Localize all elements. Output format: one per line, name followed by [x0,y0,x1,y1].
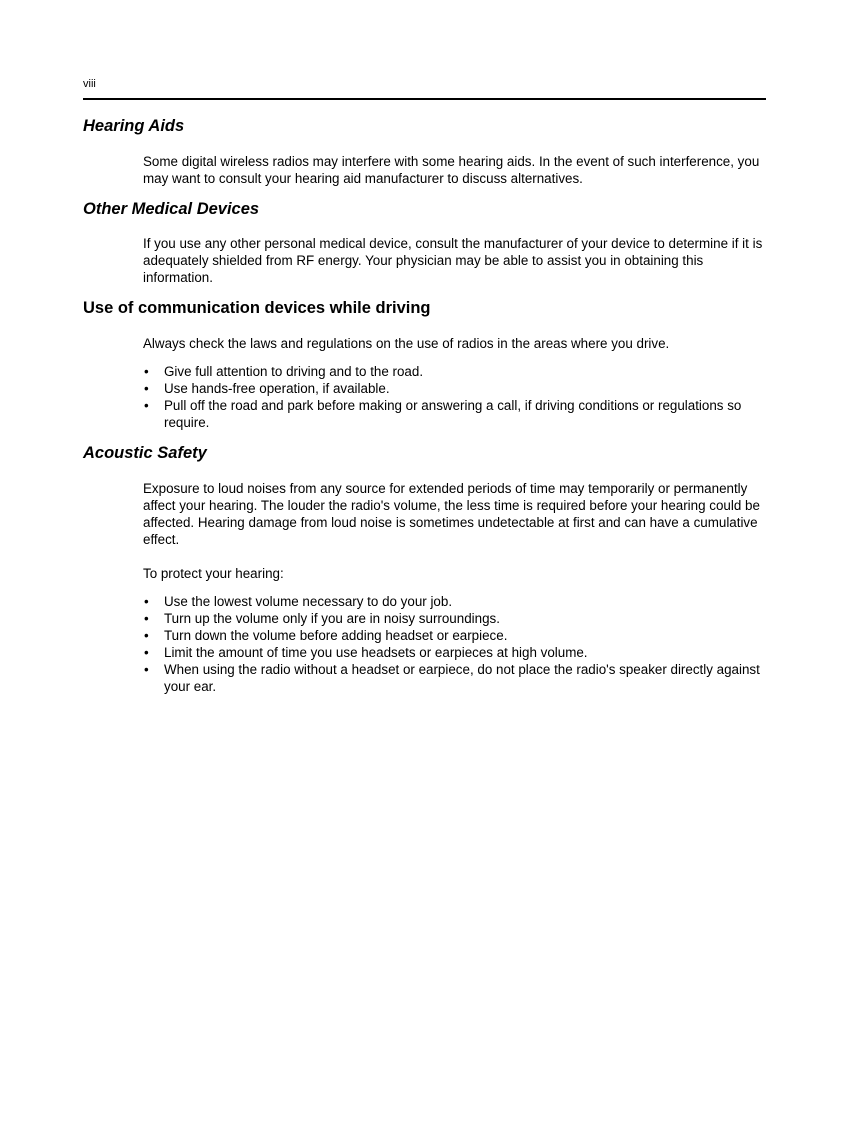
list-item [143,627,766,644]
list-item [143,610,766,627]
list-item-text: Turn up the volume only if you are in noisy surroundings. [164,611,500,626]
list-item-text: Turn down the volume before adding headset or earpiece. [164,628,508,643]
section-title-hearing-aids: Hearing Aids [83,117,185,135]
list-item-text: Give full attention to driving and to the road. [164,364,424,379]
bullet-marker: • [144,381,149,396]
protect-hearing-intro: To protect your hearing: [143,566,284,581]
bullet-marker: • [144,628,149,643]
bullet-marker: • [144,611,149,626]
list-item-text: Limit the amount of time you use headsets or earpieces at high volume. [164,645,588,660]
list-item [143,661,766,695]
list-item-text: Use the lowest volume necessary to do your job. [164,594,453,609]
page-number: viii [83,78,96,90]
other-medical-paragraph: If you use any other personal medical device, consult the manufacturer of your device to determine if it is adequately shielded from RF energy. Your physician may be able to assist you in obtaining this information. [143,236,763,285]
list-item [143,380,766,397]
list-item [143,644,766,661]
list-item-text: Pull off the road and park before making or answering a call, if driving conditions or regulations so require. [164,398,742,430]
bullet-marker: • [144,662,149,677]
section-body-acoustic-safety [143,480,766,695]
bullet-marker: • [144,364,149,379]
section-title-acoustic-safety: Acoustic Safety [83,444,207,462]
list-item [143,397,766,431]
list-item-text: When using the radio without a headset or earpiece, do not place the radio's speaker directly against your ear. [164,662,760,694]
header-rule [83,98,766,100]
hearing-aids-paragraph: Some digital wireless radios may interfere with some hearing aids. In the event of such interference, you may want to consult your hearing aid manufacturer to discuss alternatives. [143,154,760,186]
section-body-driving [143,335,766,431]
section-title-other-medical-devices: Other Medical Devices [83,200,260,218]
acoustic-bullet-list [143,593,766,695]
bullet-marker: • [144,645,149,660]
section-body-hearing-aids [143,153,766,187]
list-item [143,363,766,380]
list-item-text: Use hands-free operation, if available. [164,381,390,396]
driving-bullet-list [143,363,766,431]
list-item [143,593,766,610]
bullet-marker: • [144,398,149,413]
acoustic-paragraph: Exposure to loud noises from any source for extended periods of time may temporarily or permanently affect your hearing. The louder the radio's volume, the less time is required before your hearing could be affected. Hearing damage from loud noise is sometimes undetectable at first and can have a cumulative effect. [143,481,760,547]
page-content [83,116,766,695]
section-title-driving: Use of communication devices while driving [83,299,431,317]
driving-intro: Always check the laws and regulations on the use of radios in the areas where you drive. [143,336,670,351]
bullet-marker: • [144,594,149,609]
section-body-other-medical-devices [143,235,766,286]
